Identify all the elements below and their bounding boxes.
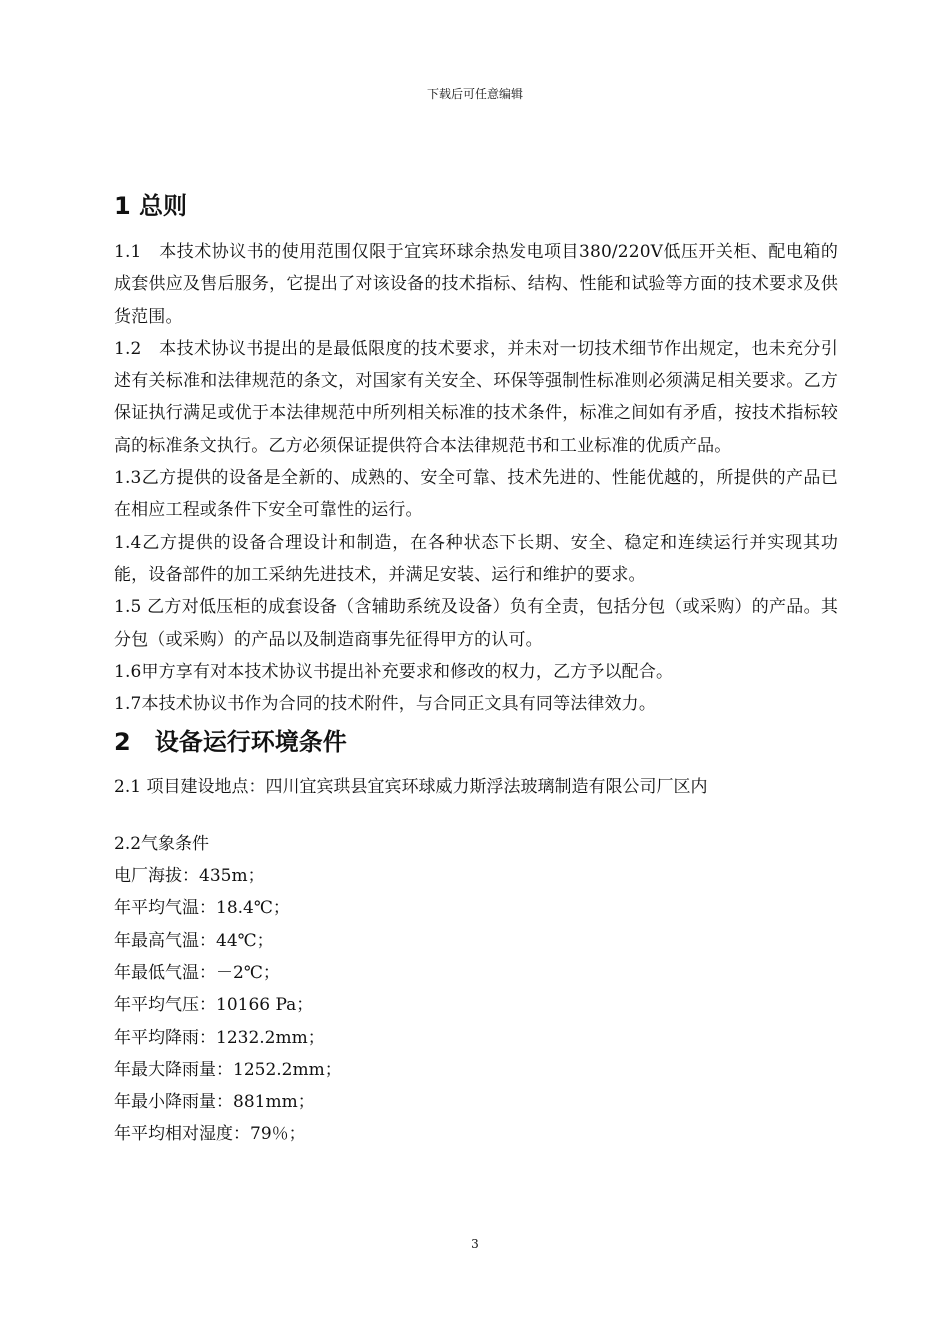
climate-title: 2.2气象条件 — [114, 833, 210, 854]
paragraph-1-3: 1.3乙方提供的设备是全新的、成熟的、安全可靠、技术先进的、性能优越的，所提供的产品已在相应工程或条件下安全可靠性的运行。 — [114, 468, 838, 521]
paragraph-1-2: 1.2 本技术协议书提出的是最低限度的技术要求，并未对一切技术细节作出规定，也未充分引述有关标准和法律规范的条文，对国家有关安全、环保等强制性标准则必须满足相关要求。乙方保证执行满足或优于本法律规范中所列相关标准的技术条件，标准之间如有矛盾，按技术指标较高的标准条文执行。乙方必须保证提供符合本法律规范书和工业标准的优质产品。 — [114, 338, 838, 456]
page-header-note: 下载后可任意编辑 — [426, 87, 523, 101]
document-body — [114, 186, 838, 1151]
climate-item-avg-temp: 年平均气温：18.4℃； — [114, 898, 290, 919]
climate-item-max-temp: 年最高气温：44℃； — [114, 930, 274, 951]
climate-item-altitude: 电厂海拔：435m； — [114, 866, 265, 887]
paragraph-1-5: 1.5 乙方对低压柜的成套设备（含辅助系统及设备）负有全责，包括分包（或采购）的产品。其分包（或采购）的产品以及制造商事先征得甲方的认可。 — [114, 597, 838, 650]
section-1-heading: 1 总则 — [114, 192, 188, 220]
paragraph-1-4: 1.4乙方提供的设备合理设计和制造，在各种状态下长期、安全、稳定和连续运行并实现其功能，设备部件的加工采纳先进技术，并满足安装、运行和维护的要求。 — [114, 532, 838, 585]
climate-item-min-temp: 年最低气温：－2℃； — [114, 962, 280, 983]
paragraph-1-6: 1.6甲方享有对本技术协议书提出补充要求和修改的权力，乙方予以配合。 — [114, 661, 674, 682]
climate-item-humidity: 年平均相对湿度：79％； — [114, 1124, 306, 1145]
paragraph-2-1-site: 2.1 项目建设地点：四川宜宾珙县宜宾环球威力斯浮法玻璃制造有限公司厂区内 — [114, 777, 708, 798]
paragraph-1-7: 1.7本技术协议书作为合同的技术附件，与合同正文具有同等法律效力。 — [114, 694, 656, 715]
page-number: 3 — [471, 1237, 479, 1251]
climate-item-avg-rain: 年平均降雨：1232.2mm； — [114, 1027, 325, 1048]
paragraph-1-1: 1.1 本技术协议书的使用范围仅限于宜宾环球余热发电项目380/220V低压开关柜、配电箱的成套供应及售后服务，它提出了对该设备的技术指标、结构、性能和试验等方面的技术要求及供货范围。 — [114, 242, 838, 327]
climate-item-avg-pressure: 年平均气压：10166 Pa； — [114, 995, 314, 1016]
climate-item-min-rain: 年最小降雨量：881mm； — [114, 1092, 315, 1113]
climate-item-max-rain: 年最大降雨量：1252.2mm； — [114, 1059, 342, 1080]
spacer — [114, 804, 838, 828]
section-2-heading: 2 设备运行环境条件 — [114, 728, 347, 757]
